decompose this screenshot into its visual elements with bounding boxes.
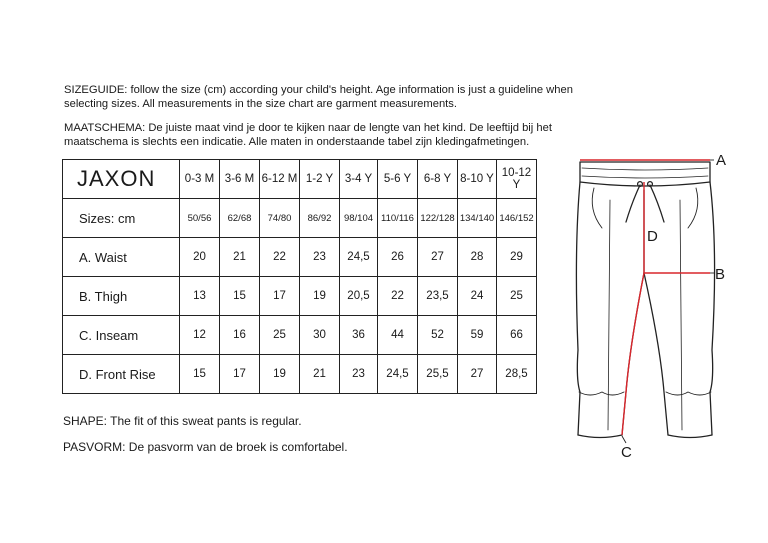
value-cell: 13 <box>180 277 220 316</box>
value-cell: 52 <box>418 316 458 355</box>
value-cell: 44 <box>378 316 418 355</box>
value-cell: 28,5 <box>497 355 537 394</box>
value-cell: 36 <box>340 316 378 355</box>
product-name: JAXON <box>63 160 180 199</box>
size-guide-english: SIZEGUIDE: follow the size (cm) according your child's height. Age information is just a guideline when selecting sizes. All measurements in the size chart are garment measurements. <box>64 84 573 110</box>
value-cell: 30 <box>300 316 340 355</box>
row-label: A. Waist <box>63 238 180 277</box>
thigh-row <box>63 277 537 316</box>
size-cell: 98/104 <box>340 199 378 238</box>
pants-diagram <box>560 140 760 465</box>
size-guide-dutch: MAATSCHEMA: De juiste maat vind je door te kijken naar de lengte van het kind. De leeftijd bij het maatschema is slechts een indicatie. Alle maten in onderstaande tabel zijn kledingafmetingen. <box>64 122 552 148</box>
front-rise-row <box>63 355 537 394</box>
row-label: B. Thigh <box>63 277 180 316</box>
header-row <box>63 160 537 199</box>
sizes-label: Sizes: cm <box>63 199 180 238</box>
value-cell: 19 <box>300 277 340 316</box>
value-cell: 26 <box>378 238 418 277</box>
size-cell: 74/80 <box>260 199 300 238</box>
value-cell: 16 <box>220 316 260 355</box>
sizes-row <box>63 199 537 238</box>
label-a: A <box>716 152 727 169</box>
size-cell: 122/128 <box>418 199 458 238</box>
measurement-lines <box>580 160 710 435</box>
value-cell: 23 <box>300 238 340 277</box>
value-cell: 22 <box>260 238 300 277</box>
value-cell: 24,5 <box>340 238 378 277</box>
size-cell: 86/92 <box>300 199 340 238</box>
value-cell: 59 <box>458 316 497 355</box>
age-header: 5-6 Y <box>378 160 418 199</box>
age-header: 3-6 M <box>220 160 260 199</box>
inseam-row <box>63 316 537 355</box>
value-cell: 15 <box>180 355 220 394</box>
value-cell: 17 <box>260 277 300 316</box>
size-cell: 146/152 <box>497 199 537 238</box>
value-cell: 27 <box>418 238 458 277</box>
row-label: C. Inseam <box>63 316 180 355</box>
size-cell: 110/116 <box>378 199 418 238</box>
value-cell: 21 <box>300 355 340 394</box>
value-cell: 23,5 <box>418 277 458 316</box>
inseam-measure-line <box>622 273 644 435</box>
value-cell: 25 <box>260 316 300 355</box>
value-cell: 29 <box>497 238 537 277</box>
pasvorm-note: PASVORM: De pasvorm van de broek is comfortabel. <box>63 440 348 454</box>
value-cell: 19 <box>260 355 300 394</box>
value-cell: 21 <box>220 238 260 277</box>
value-cell: 20,5 <box>340 277 378 316</box>
size-cell: 134/140 <box>458 199 497 238</box>
value-cell: 27 <box>458 355 497 394</box>
value-cell: 28 <box>458 238 497 277</box>
age-header: 6-12 M <box>260 160 300 199</box>
value-cell: 15 <box>220 277 260 316</box>
label-b: B <box>715 266 726 283</box>
value-cell: 12 <box>180 316 220 355</box>
age-header: 8-10 Y <box>458 160 497 199</box>
value-cell: 17 <box>220 355 260 394</box>
value-cell: 24,5 <box>378 355 418 394</box>
age-header: 1-2 Y <box>300 160 340 199</box>
value-cell: 25,5 <box>418 355 458 394</box>
value-cell: 24 <box>458 277 497 316</box>
value-cell: 22 <box>378 277 418 316</box>
value-cell: 20 <box>180 238 220 277</box>
waist-row <box>63 238 537 277</box>
label-d: D <box>647 228 658 245</box>
size-cell: 50/56 <box>180 199 220 238</box>
age-header: 6-8 Y <box>418 160 458 199</box>
label-c: C <box>621 444 632 461</box>
size-cell: 62/68 <box>220 199 260 238</box>
row-label: D. Front Rise <box>63 355 180 394</box>
value-cell: 25 <box>497 277 537 316</box>
pants-outline <box>576 162 714 438</box>
leader-lines <box>622 160 714 443</box>
shape-note: SHAPE: The fit of this sweat pants is regular. <box>63 414 302 428</box>
age-header: 10-12 Y <box>497 160 537 199</box>
value-cell: 23 <box>340 355 378 394</box>
value-cell: 66 <box>497 316 537 355</box>
age-header: 0-3 M <box>180 160 220 199</box>
size-chart-table <box>62 159 537 394</box>
age-header: 3-4 Y <box>340 160 378 199</box>
